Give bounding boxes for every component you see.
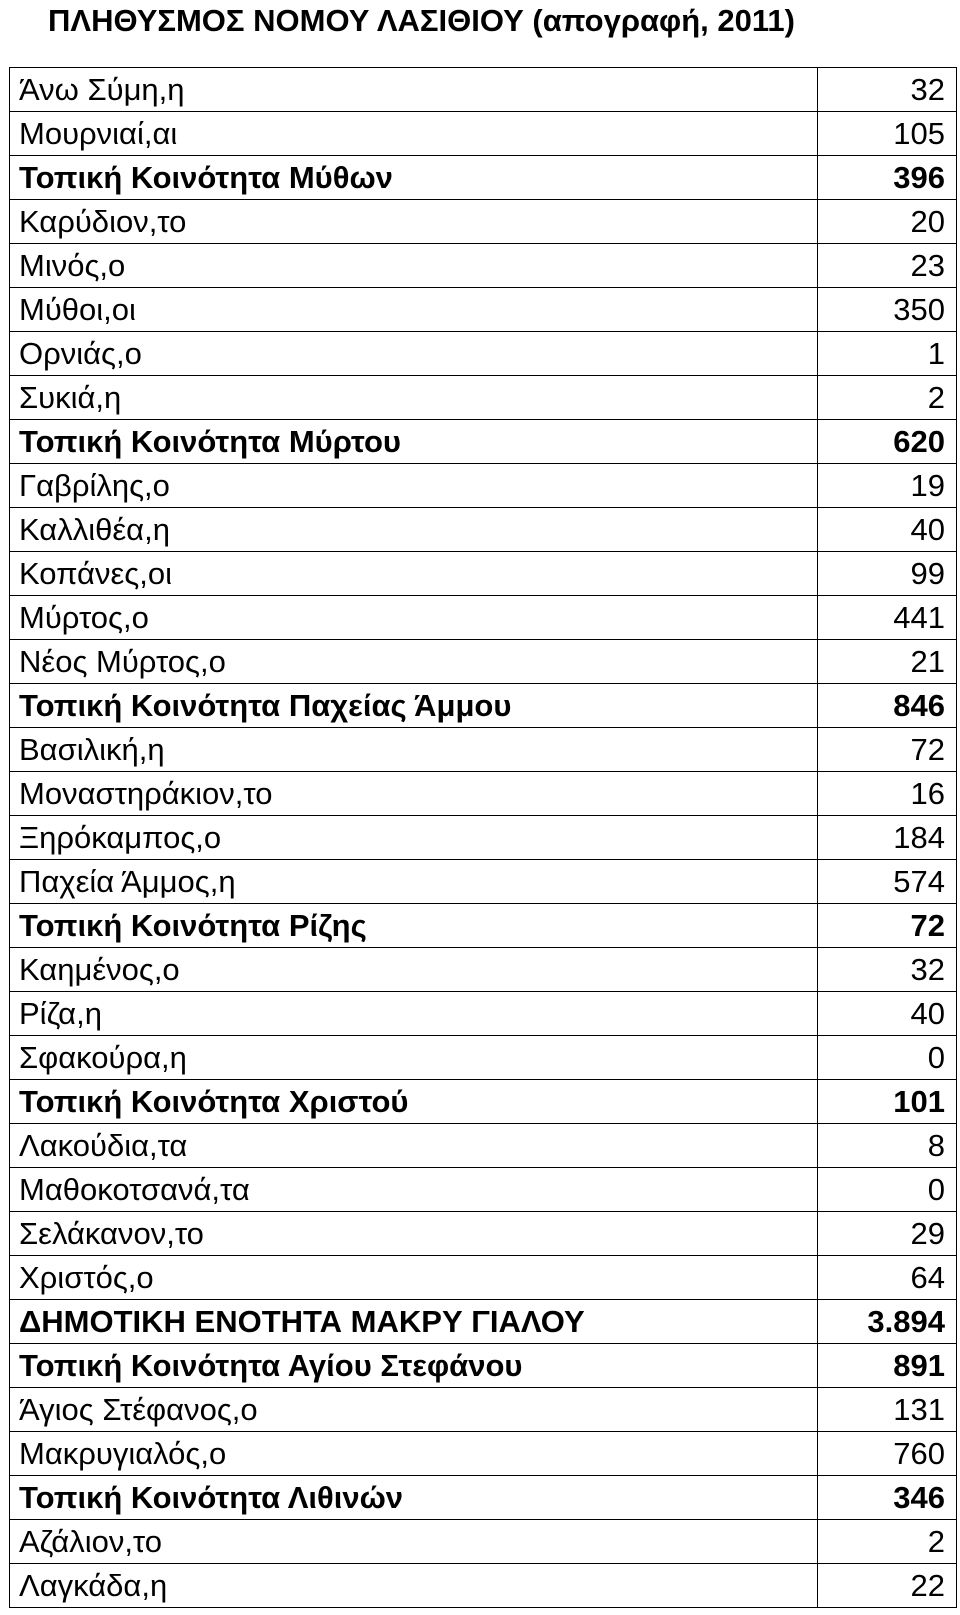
population-value-cell: 891 — [818, 1344, 957, 1388]
population-value-cell: 32 — [818, 68, 957, 112]
population-value-cell: 2 — [818, 376, 957, 420]
population-value-cell: 72 — [818, 728, 957, 772]
table-row — [10, 1300, 957, 1344]
area-name-cell: Ρίζα,η — [10, 992, 818, 1036]
area-name-cell: Τοπική Κοινότητα Λιθινών — [10, 1476, 818, 1520]
table-row — [10, 112, 957, 156]
area-name-cell: Μοναστηράκιον,το — [10, 772, 818, 816]
population-value-cell: 0 — [818, 1168, 957, 1212]
population-value-cell: 0 — [818, 1036, 957, 1080]
table-row — [10, 772, 957, 816]
area-name-cell: Γαβρίλης,ο — [10, 464, 818, 508]
population-value-cell: 8 — [818, 1124, 957, 1168]
table-row — [10, 552, 957, 596]
table-row — [10, 200, 957, 244]
population-value-cell: 131 — [818, 1388, 957, 1432]
table-row — [10, 332, 957, 376]
table-row — [10, 1432, 957, 1476]
table-row — [10, 68, 957, 112]
area-name-cell: Βασιλική,η — [10, 728, 818, 772]
population-value-cell: 22 — [818, 1564, 957, 1608]
population-value-cell: 620 — [818, 420, 957, 464]
table-row — [10, 904, 957, 948]
table-row — [10, 640, 957, 684]
table-row — [10, 860, 957, 904]
population-value-cell: 184 — [818, 816, 957, 860]
area-name-cell: Λακούδια,τα — [10, 1124, 818, 1168]
population-value-cell: 574 — [818, 860, 957, 904]
population-value-cell: 72 — [818, 904, 957, 948]
area-name-cell: Καλλιθέα,η — [10, 508, 818, 552]
population-value-cell: 441 — [818, 596, 957, 640]
population-value-cell: 19 — [818, 464, 957, 508]
area-name-cell: Τοπική Κοινότητα Αγίου Στεφάνου — [10, 1344, 818, 1388]
table-row — [10, 1256, 957, 1300]
table-row — [10, 1476, 957, 1520]
population-value-cell: 1 — [818, 332, 957, 376]
area-name-cell: Μύθοι,οι — [10, 288, 818, 332]
area-name-cell: Τοπική Κοινότητα Χριστού — [10, 1080, 818, 1124]
population-value-cell: 105 — [818, 112, 957, 156]
population-value-cell: 40 — [818, 992, 957, 1036]
population-value-cell: 346 — [818, 1476, 957, 1520]
table-row — [10, 420, 957, 464]
area-name-cell: Τοπική Κοινότητα Μύρτου — [10, 420, 818, 464]
table-row — [10, 728, 957, 772]
table-row — [10, 244, 957, 288]
area-name-cell: Τοπική Κοινότητα Ρίζης — [10, 904, 818, 948]
area-name-cell: Νέος Μύρτος,ο — [10, 640, 818, 684]
population-value-cell: 760 — [818, 1432, 957, 1476]
area-name-cell: ΔΗΜΟΤΙΚΗ ΕΝΟΤΗΤΑ ΜΑΚΡΥ ΓΙΑΛΟΥ — [10, 1300, 818, 1344]
table-row — [10, 156, 957, 200]
area-name-cell: Καημένος,ο — [10, 948, 818, 992]
area-name-cell: Συκιά,η — [10, 376, 818, 420]
population-value-cell: 350 — [818, 288, 957, 332]
page-title: ΠΛΗΘΥΣΜΟΣ ΝΟΜΟΥ ΛΑΣΙΘΙΟΥ (απογραφή, 2011) — [48, 3, 795, 38]
population-value-cell: 32 — [818, 948, 957, 992]
area-name-cell: Σελάκανον,το — [10, 1212, 818, 1256]
population-value-cell: 99 — [818, 552, 957, 596]
population-value-cell: 64 — [818, 1256, 957, 1300]
population-value-cell: 846 — [818, 684, 957, 728]
area-name-cell: Σφακούρα,η — [10, 1036, 818, 1080]
population-table — [9, 67, 957, 1608]
population-value-cell: 20 — [818, 200, 957, 244]
table-row — [10, 1080, 957, 1124]
area-name-cell: Λαγκάδα,η — [10, 1564, 818, 1608]
table-row — [10, 1388, 957, 1432]
area-name-cell: Άγιος Στέφανος,ο — [10, 1388, 818, 1432]
area-name-cell: Ξηρόκαμπος,ο — [10, 816, 818, 860]
table-row — [10, 684, 957, 728]
area-name-cell: Τοπική Κοινότητα Μύθων — [10, 156, 818, 200]
table-row — [10, 288, 957, 332]
area-name-cell: Ορνιάς,ο — [10, 332, 818, 376]
table-row — [10, 992, 957, 1036]
area-name-cell: Τοπική Κοινότητα Παχείας Άμμου — [10, 684, 818, 728]
population-value-cell: 101 — [818, 1080, 957, 1124]
area-name-cell: Κοπάνες,οι — [10, 552, 818, 596]
population-value-cell: 21 — [818, 640, 957, 684]
population-value-cell: 3.894 — [818, 1300, 957, 1344]
population-value-cell: 2 — [818, 1520, 957, 1564]
area-name-cell: Καρύδιον,το — [10, 200, 818, 244]
table-row — [10, 508, 957, 552]
table-row — [10, 1036, 957, 1080]
table-row — [10, 596, 957, 640]
area-name-cell: Μακρυγιαλός,ο — [10, 1432, 818, 1476]
population-value-cell: 16 — [818, 772, 957, 816]
area-name-cell: Μουρνιαί,αι — [10, 112, 818, 156]
population-value-cell: 40 — [818, 508, 957, 552]
table-body — [10, 68, 957, 1608]
area-name-cell: Μύρτος,ο — [10, 596, 818, 640]
table-row — [10, 1520, 957, 1564]
table-row — [10, 1344, 957, 1388]
table-row — [10, 464, 957, 508]
area-name-cell: Αζάλιον,το — [10, 1520, 818, 1564]
table-row — [10, 1564, 957, 1608]
table-row — [10, 1124, 957, 1168]
area-name-cell: Παχεία Άμμος,η — [10, 860, 818, 904]
table-row — [10, 816, 957, 860]
area-name-cell: Μινός,ο — [10, 244, 818, 288]
table-row — [10, 1168, 957, 1212]
area-name-cell: Μαθοκοτσανά,τα — [10, 1168, 818, 1212]
population-value-cell: 29 — [818, 1212, 957, 1256]
population-value-cell: 23 — [818, 244, 957, 288]
area-name-cell: Άνω Σύμη,η — [10, 68, 818, 112]
table-row — [10, 376, 957, 420]
table-row — [10, 1212, 957, 1256]
table-row — [10, 948, 957, 992]
population-value-cell: 396 — [818, 156, 957, 200]
area-name-cell: Χριστός,ο — [10, 1256, 818, 1300]
